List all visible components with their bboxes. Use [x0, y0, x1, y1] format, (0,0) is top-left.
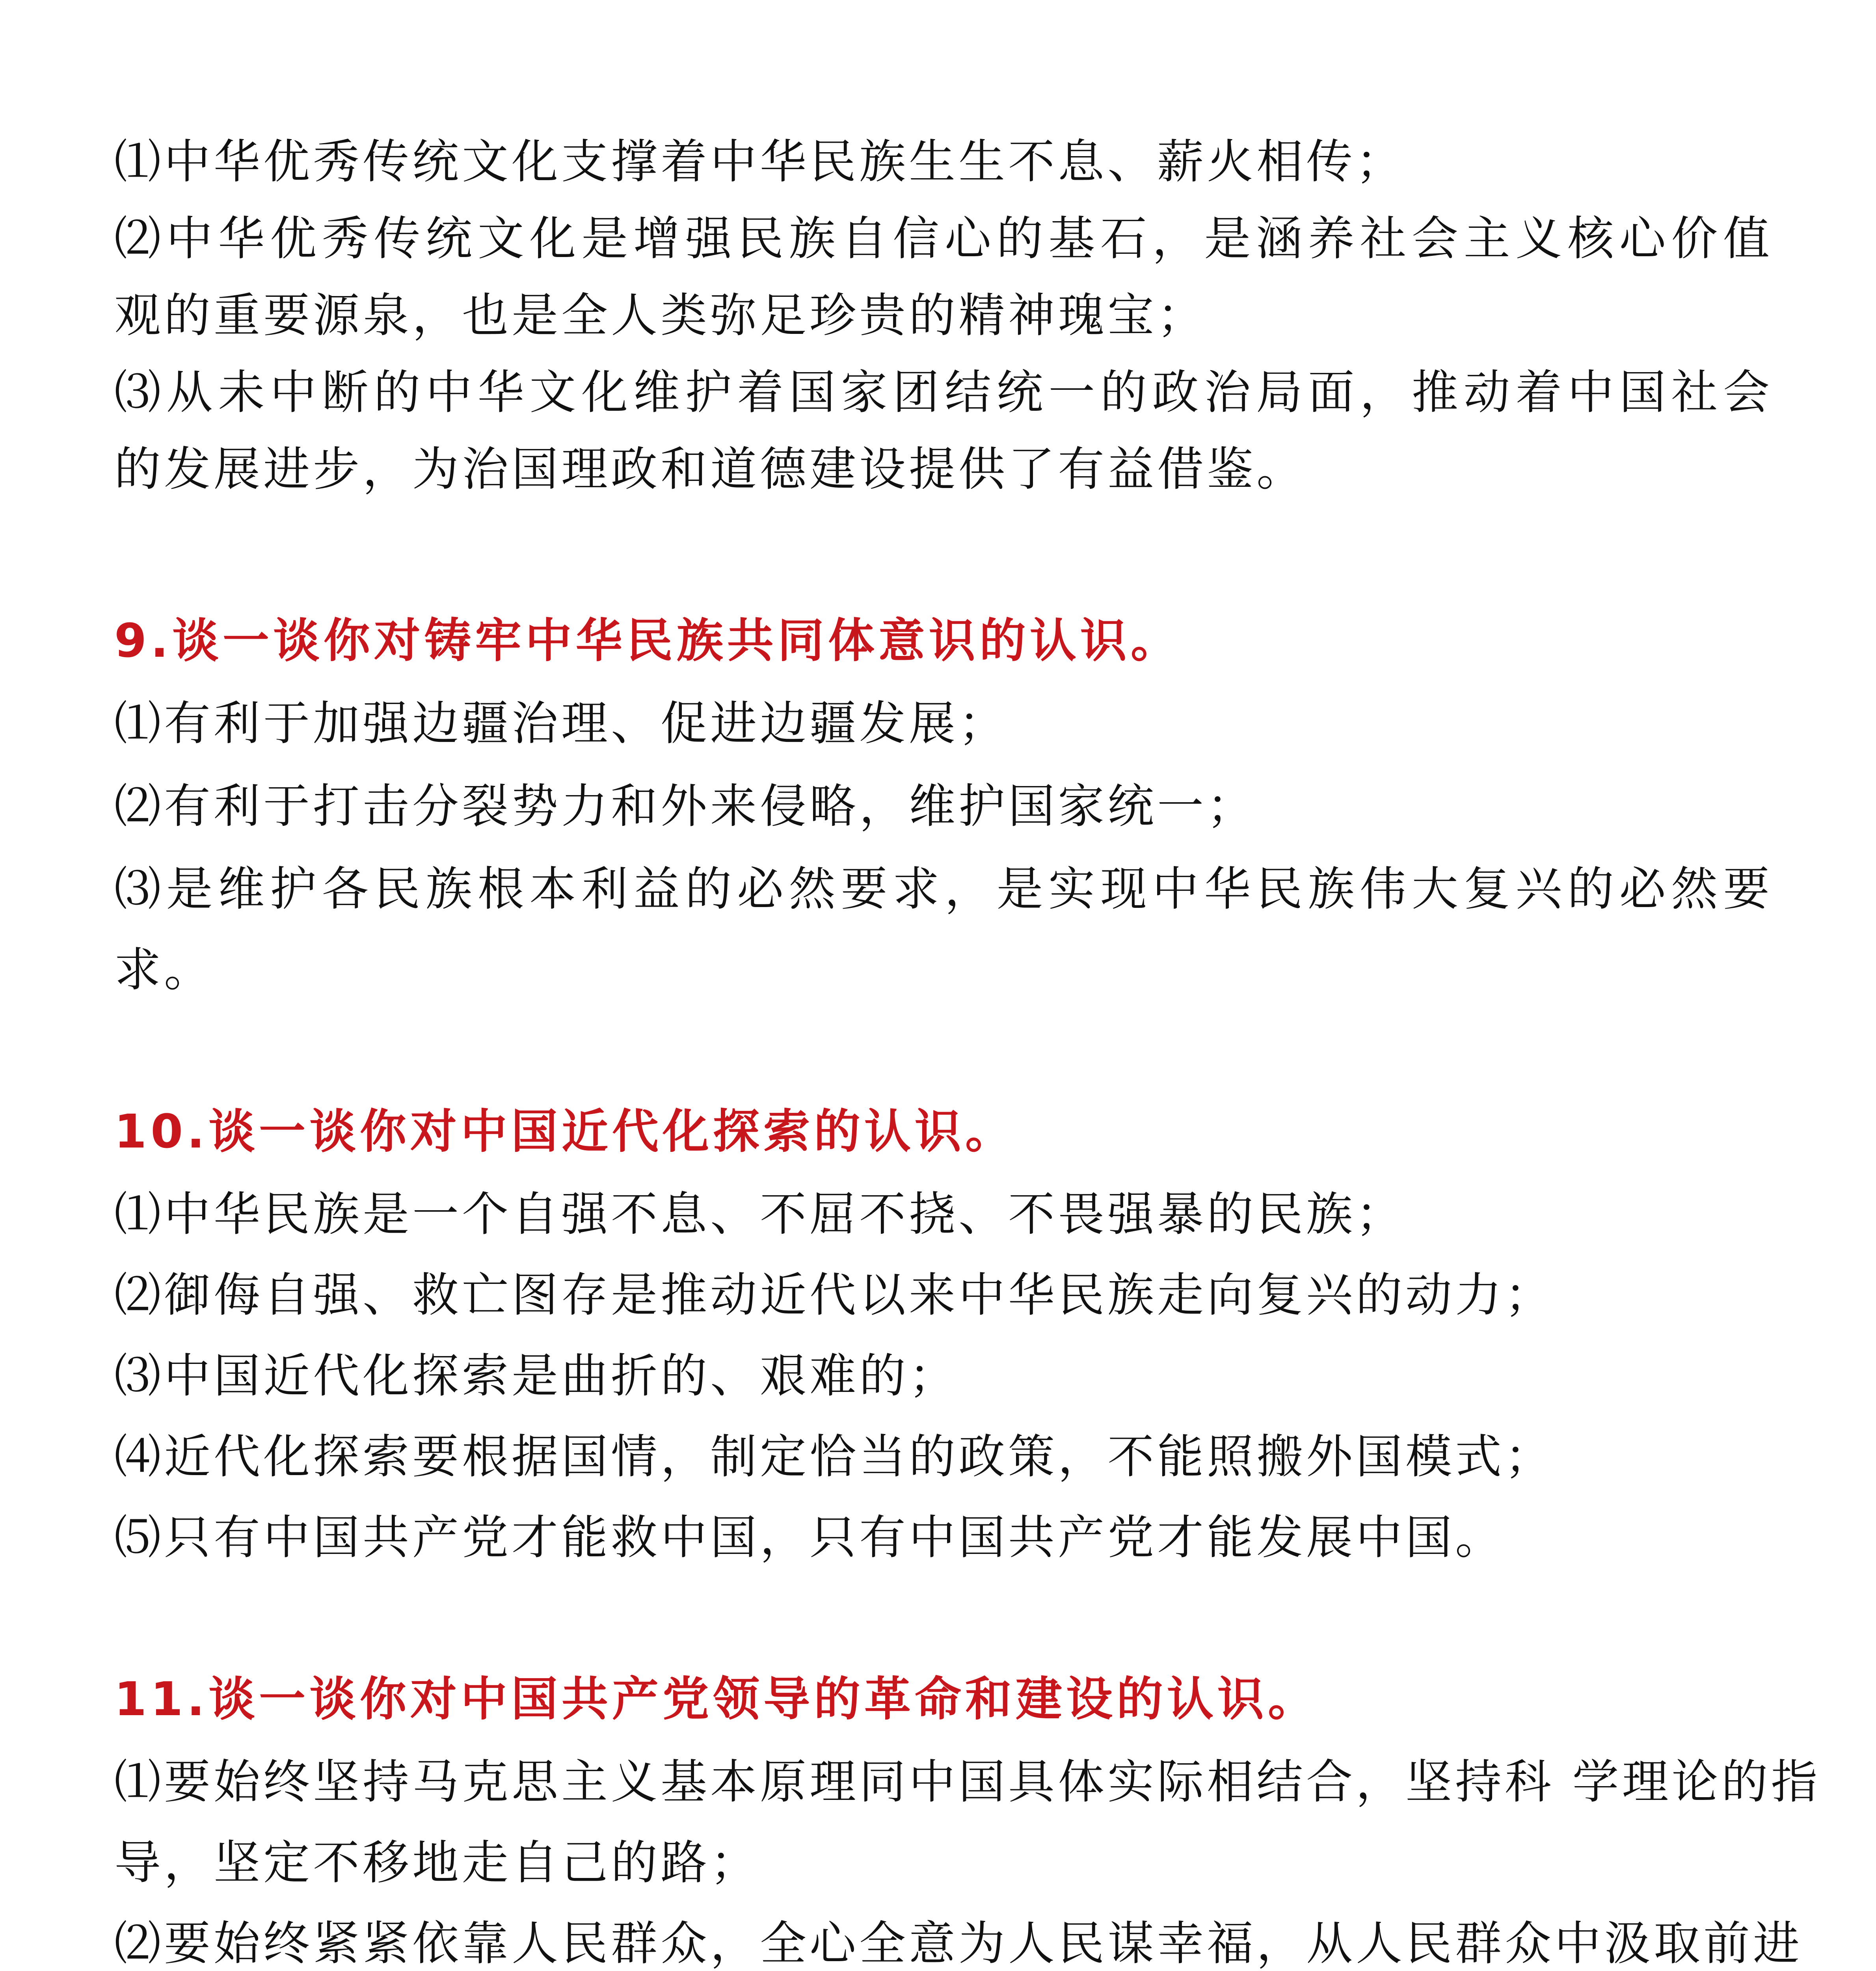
s10-item-3: ⑶中国近代化探索是曲折的、艰难的；: [114, 1349, 959, 1403]
s8-item-2-line-1: ⑵中华优秀传统文化是增强民族自信心的基石，是涵养社会主义核心价值: [114, 211, 1770, 266]
s8-item-2-line-2: 观的重要源泉，也是全人类弥足珍贵的精神瑰宝；: [114, 288, 1207, 343]
s10-item-5: ⑸只有中国共产党才能救中国，只有中国共产党才能发展中国。: [114, 1510, 1505, 1565]
section-10-heading: 10.谈一谈你对中国近代化探索的认识。: [114, 1104, 1016, 1159]
s11-item-1-line-1: ⑴要始终坚持马克思主义基本原理同中国具体实际相结合，坚持科 学理论的指: [114, 1755, 1821, 1809]
s9-item-2: ⑵有利于打击分裂势力和外来侵略，维护国家统一；: [114, 779, 1257, 833]
s8-item-1: ⑴中华优秀传统文化支撑着中华民族生生不息、薪火相传；: [114, 134, 1406, 189]
s10-item-4: ⑷近代化探索要根据国情，制定恰当的政策，不能照搬外国模式；: [114, 1429, 1555, 1484]
s10-item-2: ⑵御侮自强、救亡图存是推动近代以来中华民族走向复兴的动力；: [114, 1268, 1555, 1322]
section-9-heading: 9.谈一谈你对铸牢中华民族共同体意识的认识。: [114, 613, 1181, 668]
s11-item-2-line-1: ⑵要始终紧紧依靠人民群众，全心全意为人民谋幸福，从人民群众中汲取前进: [114, 1916, 1803, 1971]
s9-item-1: ⑴有利于加强边疆治理、促进边疆发展；: [114, 696, 1009, 751]
section-11-heading: 11.谈一谈你对中国共产党领导的革命和建设的认识。: [114, 1672, 1319, 1726]
s10-item-1: ⑴中华民族是一个自强不息、不屈不挠、不畏强暴的民族；: [114, 1187, 1406, 1241]
s9-item-3-line-1: ⑶是维护各民族根本利益的必然要求，是实现中华民族伟大复兴的必然要: [114, 862, 1770, 916]
s11-item-1-line-2: 导，坚定不移地走自己的路；: [114, 1835, 760, 1890]
s8-item-3-line-1: ⑶从未中断的中华文化维护着国家团结统一的政治局面，推动着中国社会: [114, 365, 1770, 419]
s9-item-3-line-2: 求。: [114, 943, 214, 997]
s8-item-3-line-2: 的发展进步，为治国理政和道德建设提供了有益借鉴。: [114, 442, 1306, 496]
